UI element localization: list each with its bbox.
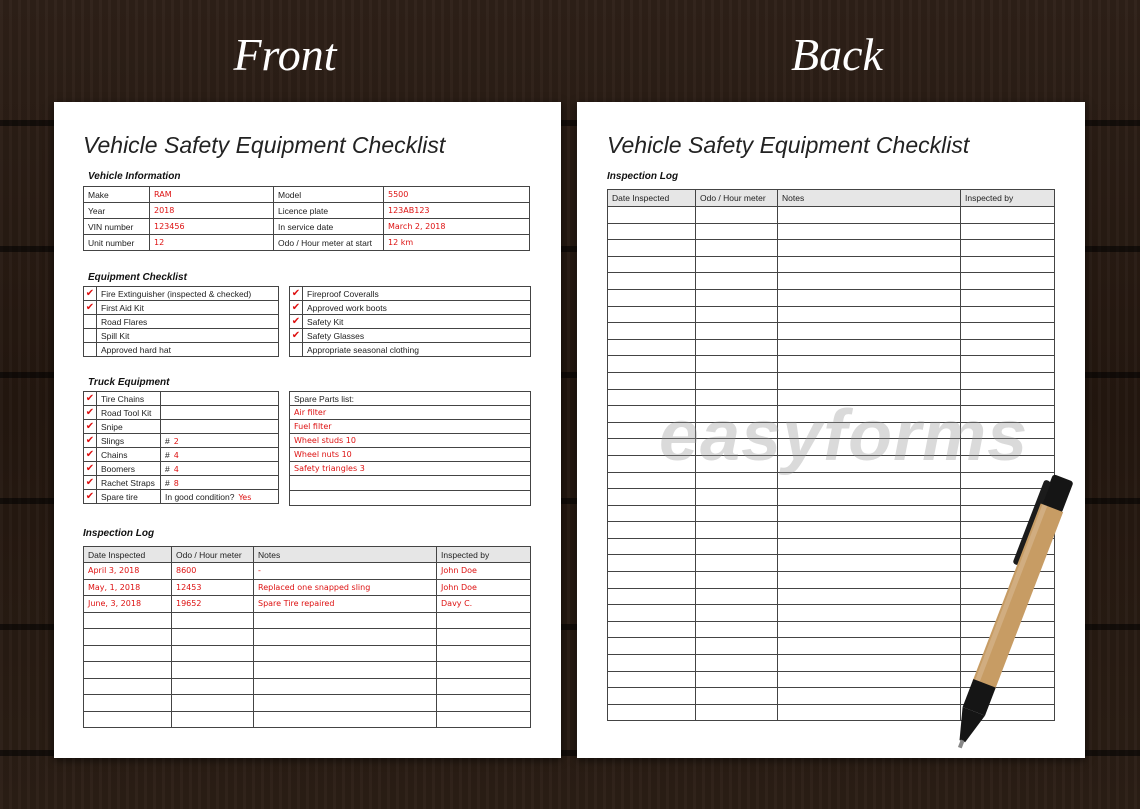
vehicle-info-table bbox=[83, 186, 530, 251]
log-date bbox=[608, 555, 696, 572]
log-date bbox=[84, 629, 172, 646]
vehicle-info-label: Unit number bbox=[84, 235, 150, 251]
log-odo: 8600 bbox=[172, 563, 254, 580]
log-notes: Spare Tire repaired bbox=[254, 596, 437, 613]
log-odo bbox=[172, 612, 254, 629]
vehicle-info-value: 12 bbox=[150, 235, 274, 251]
table-row bbox=[84, 629, 531, 646]
log-inspector bbox=[437, 711, 531, 728]
table-row bbox=[608, 372, 1055, 389]
log-header-inspected-by: Inspected by bbox=[961, 190, 1055, 207]
log-odo bbox=[696, 688, 778, 705]
table-row bbox=[608, 323, 1055, 340]
truck-item-extra-label: # bbox=[165, 435, 170, 446]
log-notes bbox=[778, 240, 961, 257]
front-sheet bbox=[54, 102, 561, 758]
table-row bbox=[608, 306, 1055, 323]
log-notes bbox=[254, 612, 437, 629]
log-inspector bbox=[961, 289, 1055, 306]
log-date bbox=[608, 207, 696, 224]
log-inspector bbox=[961, 339, 1055, 356]
log-notes bbox=[778, 207, 961, 224]
log-notes bbox=[254, 629, 437, 646]
log-odo bbox=[172, 695, 254, 712]
table-row bbox=[290, 329, 531, 343]
log-date bbox=[608, 621, 696, 638]
truck-item-extra-label: # bbox=[165, 477, 170, 488]
checkmark-icon: ✔ bbox=[84, 406, 97, 420]
log-notes: - bbox=[254, 563, 437, 580]
log-notes bbox=[778, 289, 961, 306]
log-date bbox=[608, 289, 696, 306]
log-notes: Replaced one snapped sling bbox=[254, 579, 437, 596]
log-inspector bbox=[961, 356, 1055, 373]
log-notes bbox=[254, 695, 437, 712]
table-row bbox=[608, 339, 1055, 356]
log-odo bbox=[172, 662, 254, 679]
checklist-item-label: Spill Kit bbox=[97, 329, 279, 343]
easyforms-watermark: easyforms bbox=[659, 396, 1029, 476]
table-row bbox=[84, 434, 279, 448]
log-date bbox=[608, 655, 696, 672]
log-notes bbox=[778, 306, 961, 323]
table-row bbox=[84, 711, 531, 728]
log-inspector bbox=[961, 273, 1055, 290]
truck-item-extra-value: 4 bbox=[173, 450, 179, 460]
front-inspection-log-label: Inspection Log bbox=[83, 528, 155, 539]
truck-item-extra-value: Yes bbox=[238, 492, 252, 502]
log-odo bbox=[696, 505, 778, 522]
checkmark-icon: ✔ bbox=[84, 420, 97, 434]
log-odo bbox=[696, 356, 778, 373]
log-header-notes: Notes bbox=[254, 547, 437, 563]
log-notes bbox=[254, 678, 437, 695]
truck-item-extra-label: In good condition? bbox=[165, 491, 235, 502]
log-date bbox=[608, 306, 696, 323]
checkmark-icon bbox=[84, 329, 97, 343]
truck-item-label: Tire Chains bbox=[97, 392, 161, 406]
equipment-checklist-left bbox=[83, 286, 279, 357]
log-inspector bbox=[437, 629, 531, 646]
equipment-checklist-right bbox=[289, 286, 531, 357]
log-odo bbox=[696, 522, 778, 539]
log-odo bbox=[696, 704, 778, 721]
truck-item-label: Rachet Straps bbox=[97, 476, 161, 490]
checkmark-icon: ✔ bbox=[84, 434, 97, 448]
log-date bbox=[608, 671, 696, 688]
log-odo bbox=[696, 240, 778, 257]
table-row bbox=[608, 256, 1055, 273]
vehicle-info-value: 12 km bbox=[384, 235, 530, 251]
log-date: June, 3, 2018 bbox=[84, 596, 172, 613]
log-notes bbox=[778, 372, 961, 389]
log-odo bbox=[696, 538, 778, 555]
log-header-date: Date Inspected bbox=[608, 190, 696, 207]
log-inspector bbox=[961, 256, 1055, 273]
truck-equipment-table bbox=[83, 391, 279, 504]
checkmark-icon: ✔ bbox=[84, 301, 97, 315]
checkmark-icon bbox=[84, 315, 97, 329]
truck-item-extra bbox=[161, 420, 279, 434]
truck-equipment-label: Truck Equipment bbox=[88, 377, 170, 388]
spare-part-item bbox=[290, 476, 531, 491]
vehicle-info-label: Licence plate bbox=[274, 203, 384, 219]
truck-item-extra bbox=[161, 448, 279, 462]
checklist-item-label: Fire Extinguisher (inspected & checked) bbox=[97, 287, 279, 301]
truck-item-label: Slings bbox=[97, 434, 161, 448]
log-date bbox=[608, 240, 696, 257]
front-form-title: Vehicle Safety Equipment Checklist bbox=[83, 132, 446, 158]
checkmark-icon: ✔ bbox=[84, 490, 97, 504]
log-inspector bbox=[961, 306, 1055, 323]
checkmark-icon: ✔ bbox=[84, 476, 97, 490]
log-odo bbox=[696, 588, 778, 605]
spare-part-item: Fuel filter bbox=[290, 420, 531, 434]
log-notes bbox=[254, 711, 437, 728]
checkmark-icon bbox=[84, 343, 97, 357]
log-inspector: John Doe bbox=[437, 563, 531, 580]
log-date bbox=[608, 356, 696, 373]
log-notes bbox=[778, 256, 961, 273]
log-odo bbox=[172, 678, 254, 695]
vehicle-info-label: Odo / Hour meter at start bbox=[274, 235, 384, 251]
table-row bbox=[290, 491, 531, 506]
log-odo bbox=[696, 223, 778, 240]
table-row bbox=[608, 356, 1055, 373]
table-row bbox=[84, 462, 279, 476]
log-notes bbox=[778, 339, 961, 356]
checkmark-icon: ✔ bbox=[84, 392, 97, 406]
table-row bbox=[84, 315, 279, 329]
spare-part-item: Wheel studs 10 bbox=[290, 434, 531, 448]
truck-item-label: Chains bbox=[97, 448, 161, 462]
log-date bbox=[608, 638, 696, 655]
spare-part-item: Wheel nuts 10 bbox=[290, 448, 531, 462]
log-odo bbox=[172, 711, 254, 728]
log-header-notes: Notes bbox=[778, 190, 961, 207]
truck-item-extra bbox=[161, 462, 279, 476]
checkmark-icon: ✔ bbox=[290, 329, 303, 343]
log-odo bbox=[696, 671, 778, 688]
table-row bbox=[84, 662, 531, 679]
log-inspector: John Doe bbox=[437, 579, 531, 596]
log-odo bbox=[696, 555, 778, 572]
log-date bbox=[608, 339, 696, 356]
table-row bbox=[290, 434, 531, 448]
truck-item-label: Spare tire bbox=[97, 490, 161, 504]
log-odo bbox=[696, 323, 778, 340]
table-row bbox=[84, 645, 531, 662]
spare-part-item bbox=[290, 491, 531, 506]
checkmark-icon: ✔ bbox=[290, 315, 303, 329]
log-odo bbox=[696, 273, 778, 290]
table-row bbox=[84, 287, 279, 301]
checklist-item-label: Appropriate seasonal clothing bbox=[303, 343, 531, 357]
front-inspection-log-table bbox=[83, 546, 531, 728]
log-date bbox=[608, 522, 696, 539]
log-odo bbox=[696, 306, 778, 323]
vehicle-info-value: RAM bbox=[150, 187, 274, 203]
truck-item-label: Boomers bbox=[97, 462, 161, 476]
log-date bbox=[84, 678, 172, 695]
table-row bbox=[84, 187, 530, 203]
log-header-inspected-by: Inspected by bbox=[437, 547, 531, 563]
table-row bbox=[84, 203, 530, 219]
back-heading: Back bbox=[791, 29, 883, 80]
table-row bbox=[84, 235, 530, 251]
vehicle-info-label: Make bbox=[84, 187, 150, 203]
log-notes bbox=[778, 223, 961, 240]
table-row bbox=[84, 301, 279, 315]
log-odo bbox=[696, 256, 778, 273]
log-date: April 3, 2018 bbox=[84, 563, 172, 580]
truck-item-extra bbox=[161, 392, 279, 406]
equipment-checklist-label: Equipment Checklist bbox=[88, 272, 187, 283]
table-row bbox=[84, 329, 279, 343]
log-date bbox=[608, 505, 696, 522]
log-odo bbox=[696, 572, 778, 589]
log-odo bbox=[696, 207, 778, 224]
log-inspector bbox=[437, 645, 531, 662]
log-notes bbox=[778, 356, 961, 373]
log-header-odo: Odo / Hour meter bbox=[172, 547, 254, 563]
truck-item-extra bbox=[161, 476, 279, 490]
checklist-item-label: Approved hard hat bbox=[97, 343, 279, 357]
back-inspection-log-label: Inspection Log bbox=[607, 171, 679, 182]
table-row bbox=[290, 392, 531, 406]
vehicle-info-label: Vehicle Information bbox=[88, 171, 181, 182]
log-date: May, 1, 2018 bbox=[84, 579, 172, 596]
table-row bbox=[290, 343, 531, 357]
checklist-item-label: Safety Kit bbox=[303, 315, 531, 329]
table-row bbox=[84, 612, 531, 629]
log-date bbox=[608, 588, 696, 605]
log-date bbox=[608, 323, 696, 340]
table-row bbox=[290, 287, 531, 301]
table-row bbox=[84, 579, 531, 596]
log-date bbox=[608, 273, 696, 290]
table-row bbox=[84, 596, 531, 613]
log-inspector bbox=[961, 240, 1055, 257]
table-row bbox=[84, 476, 279, 490]
log-date bbox=[608, 372, 696, 389]
table-row bbox=[290, 406, 531, 420]
checkmark-icon: ✔ bbox=[290, 301, 303, 315]
front-heading: Front bbox=[233, 29, 337, 80]
truck-item-extra-label: # bbox=[165, 449, 170, 460]
log-header-odo: Odo / Hour meter bbox=[696, 190, 778, 207]
table-row bbox=[84, 563, 531, 580]
back-form-title: Vehicle Safety Equipment Checklist bbox=[607, 132, 970, 158]
log-header-date: Date Inspected bbox=[84, 547, 172, 563]
table-row bbox=[84, 343, 279, 357]
truck-item-extra-value: 2 bbox=[173, 436, 179, 446]
log-date bbox=[84, 662, 172, 679]
log-date bbox=[608, 688, 696, 705]
checkmark-icon: ✔ bbox=[84, 448, 97, 462]
log-inspector bbox=[437, 662, 531, 679]
log-date bbox=[608, 704, 696, 721]
log-odo bbox=[696, 638, 778, 655]
checklist-item-label: First Aid Kit bbox=[97, 301, 279, 315]
checkmark-icon: ✔ bbox=[290, 287, 303, 301]
table-row bbox=[608, 240, 1055, 257]
table-row bbox=[290, 462, 531, 476]
truck-item-extra-value: 8 bbox=[173, 478, 179, 488]
table-row bbox=[608, 273, 1055, 290]
vehicle-info-label: Model bbox=[274, 187, 384, 203]
log-inspector bbox=[961, 372, 1055, 389]
vehicle-info-value: March 2, 2018 bbox=[384, 219, 530, 235]
checkmark-icon: ✔ bbox=[84, 287, 97, 301]
log-inspector: Davy C. bbox=[437, 596, 531, 613]
table-row bbox=[608, 207, 1055, 224]
truck-item-extra-value: 4 bbox=[173, 464, 179, 474]
log-date bbox=[84, 711, 172, 728]
table-row bbox=[84, 219, 530, 235]
log-date bbox=[608, 605, 696, 622]
log-odo bbox=[696, 289, 778, 306]
log-odo bbox=[696, 372, 778, 389]
log-odo: 12453 bbox=[172, 579, 254, 596]
truck-item-extra bbox=[161, 490, 279, 504]
log-date bbox=[608, 489, 696, 506]
log-odo bbox=[696, 489, 778, 506]
checklist-item-label: Safety Glasses bbox=[303, 329, 531, 343]
log-odo bbox=[696, 339, 778, 356]
log-date bbox=[608, 538, 696, 555]
log-odo bbox=[696, 605, 778, 622]
table-row bbox=[84, 695, 531, 712]
table-row bbox=[84, 392, 279, 406]
truck-item-extra-label: # bbox=[165, 463, 170, 474]
log-date bbox=[84, 612, 172, 629]
table-row bbox=[290, 448, 531, 462]
table-row bbox=[290, 420, 531, 434]
truck-item-label: Road Tool Kit bbox=[97, 406, 161, 420]
log-odo bbox=[696, 621, 778, 638]
pen-icon bbox=[925, 470, 1095, 765]
table-row bbox=[84, 448, 279, 462]
spare-part-item: Safety triangles 3 bbox=[290, 462, 531, 476]
vehicle-info-value: 2018 bbox=[150, 203, 274, 219]
checklist-item-label: Fireproof Coveralls bbox=[303, 287, 531, 301]
log-notes bbox=[254, 645, 437, 662]
log-odo bbox=[172, 645, 254, 662]
log-date bbox=[84, 695, 172, 712]
table-row bbox=[290, 315, 531, 329]
log-notes bbox=[778, 323, 961, 340]
log-inspector bbox=[961, 323, 1055, 340]
log-odo: 19652 bbox=[172, 596, 254, 613]
table-row bbox=[290, 476, 531, 491]
truck-item-extra bbox=[161, 406, 279, 420]
log-odo bbox=[696, 655, 778, 672]
log-inspector bbox=[437, 695, 531, 712]
log-inspector bbox=[437, 678, 531, 695]
table-row bbox=[290, 301, 531, 315]
spare-parts-table bbox=[289, 391, 531, 506]
vehicle-info-value: 5500 bbox=[384, 187, 530, 203]
log-date bbox=[608, 223, 696, 240]
log-odo bbox=[172, 629, 254, 646]
table-row bbox=[84, 678, 531, 695]
table-row bbox=[84, 490, 279, 504]
vehicle-info-value: 123456 bbox=[150, 219, 274, 235]
table-row bbox=[608, 223, 1055, 240]
log-inspector bbox=[961, 223, 1055, 240]
table-row bbox=[84, 420, 279, 434]
vehicle-info-value: 123AB123 bbox=[384, 203, 530, 219]
checklist-item-label: Approved work boots bbox=[303, 301, 531, 315]
checklist-item-label: Road Flares bbox=[97, 315, 279, 329]
vehicle-info-label: VIN number bbox=[84, 219, 150, 235]
log-date bbox=[608, 572, 696, 589]
truck-item-label: Snipe bbox=[97, 420, 161, 434]
vehicle-info-label: In service date bbox=[274, 219, 384, 235]
log-notes bbox=[778, 273, 961, 290]
truck-item-extra bbox=[161, 434, 279, 448]
table-row bbox=[608, 289, 1055, 306]
log-notes bbox=[254, 662, 437, 679]
vehicle-info-label: Year bbox=[84, 203, 150, 219]
log-date bbox=[84, 645, 172, 662]
log-inspector bbox=[437, 612, 531, 629]
log-date bbox=[608, 256, 696, 273]
checkmark-icon bbox=[290, 343, 303, 357]
table-row bbox=[84, 406, 279, 420]
log-inspector bbox=[961, 207, 1055, 224]
checkmark-icon: ✔ bbox=[84, 462, 97, 476]
spare-parts-heading: Spare Parts list: bbox=[290, 392, 531, 406]
spare-part-item: Air filter bbox=[290, 406, 531, 420]
